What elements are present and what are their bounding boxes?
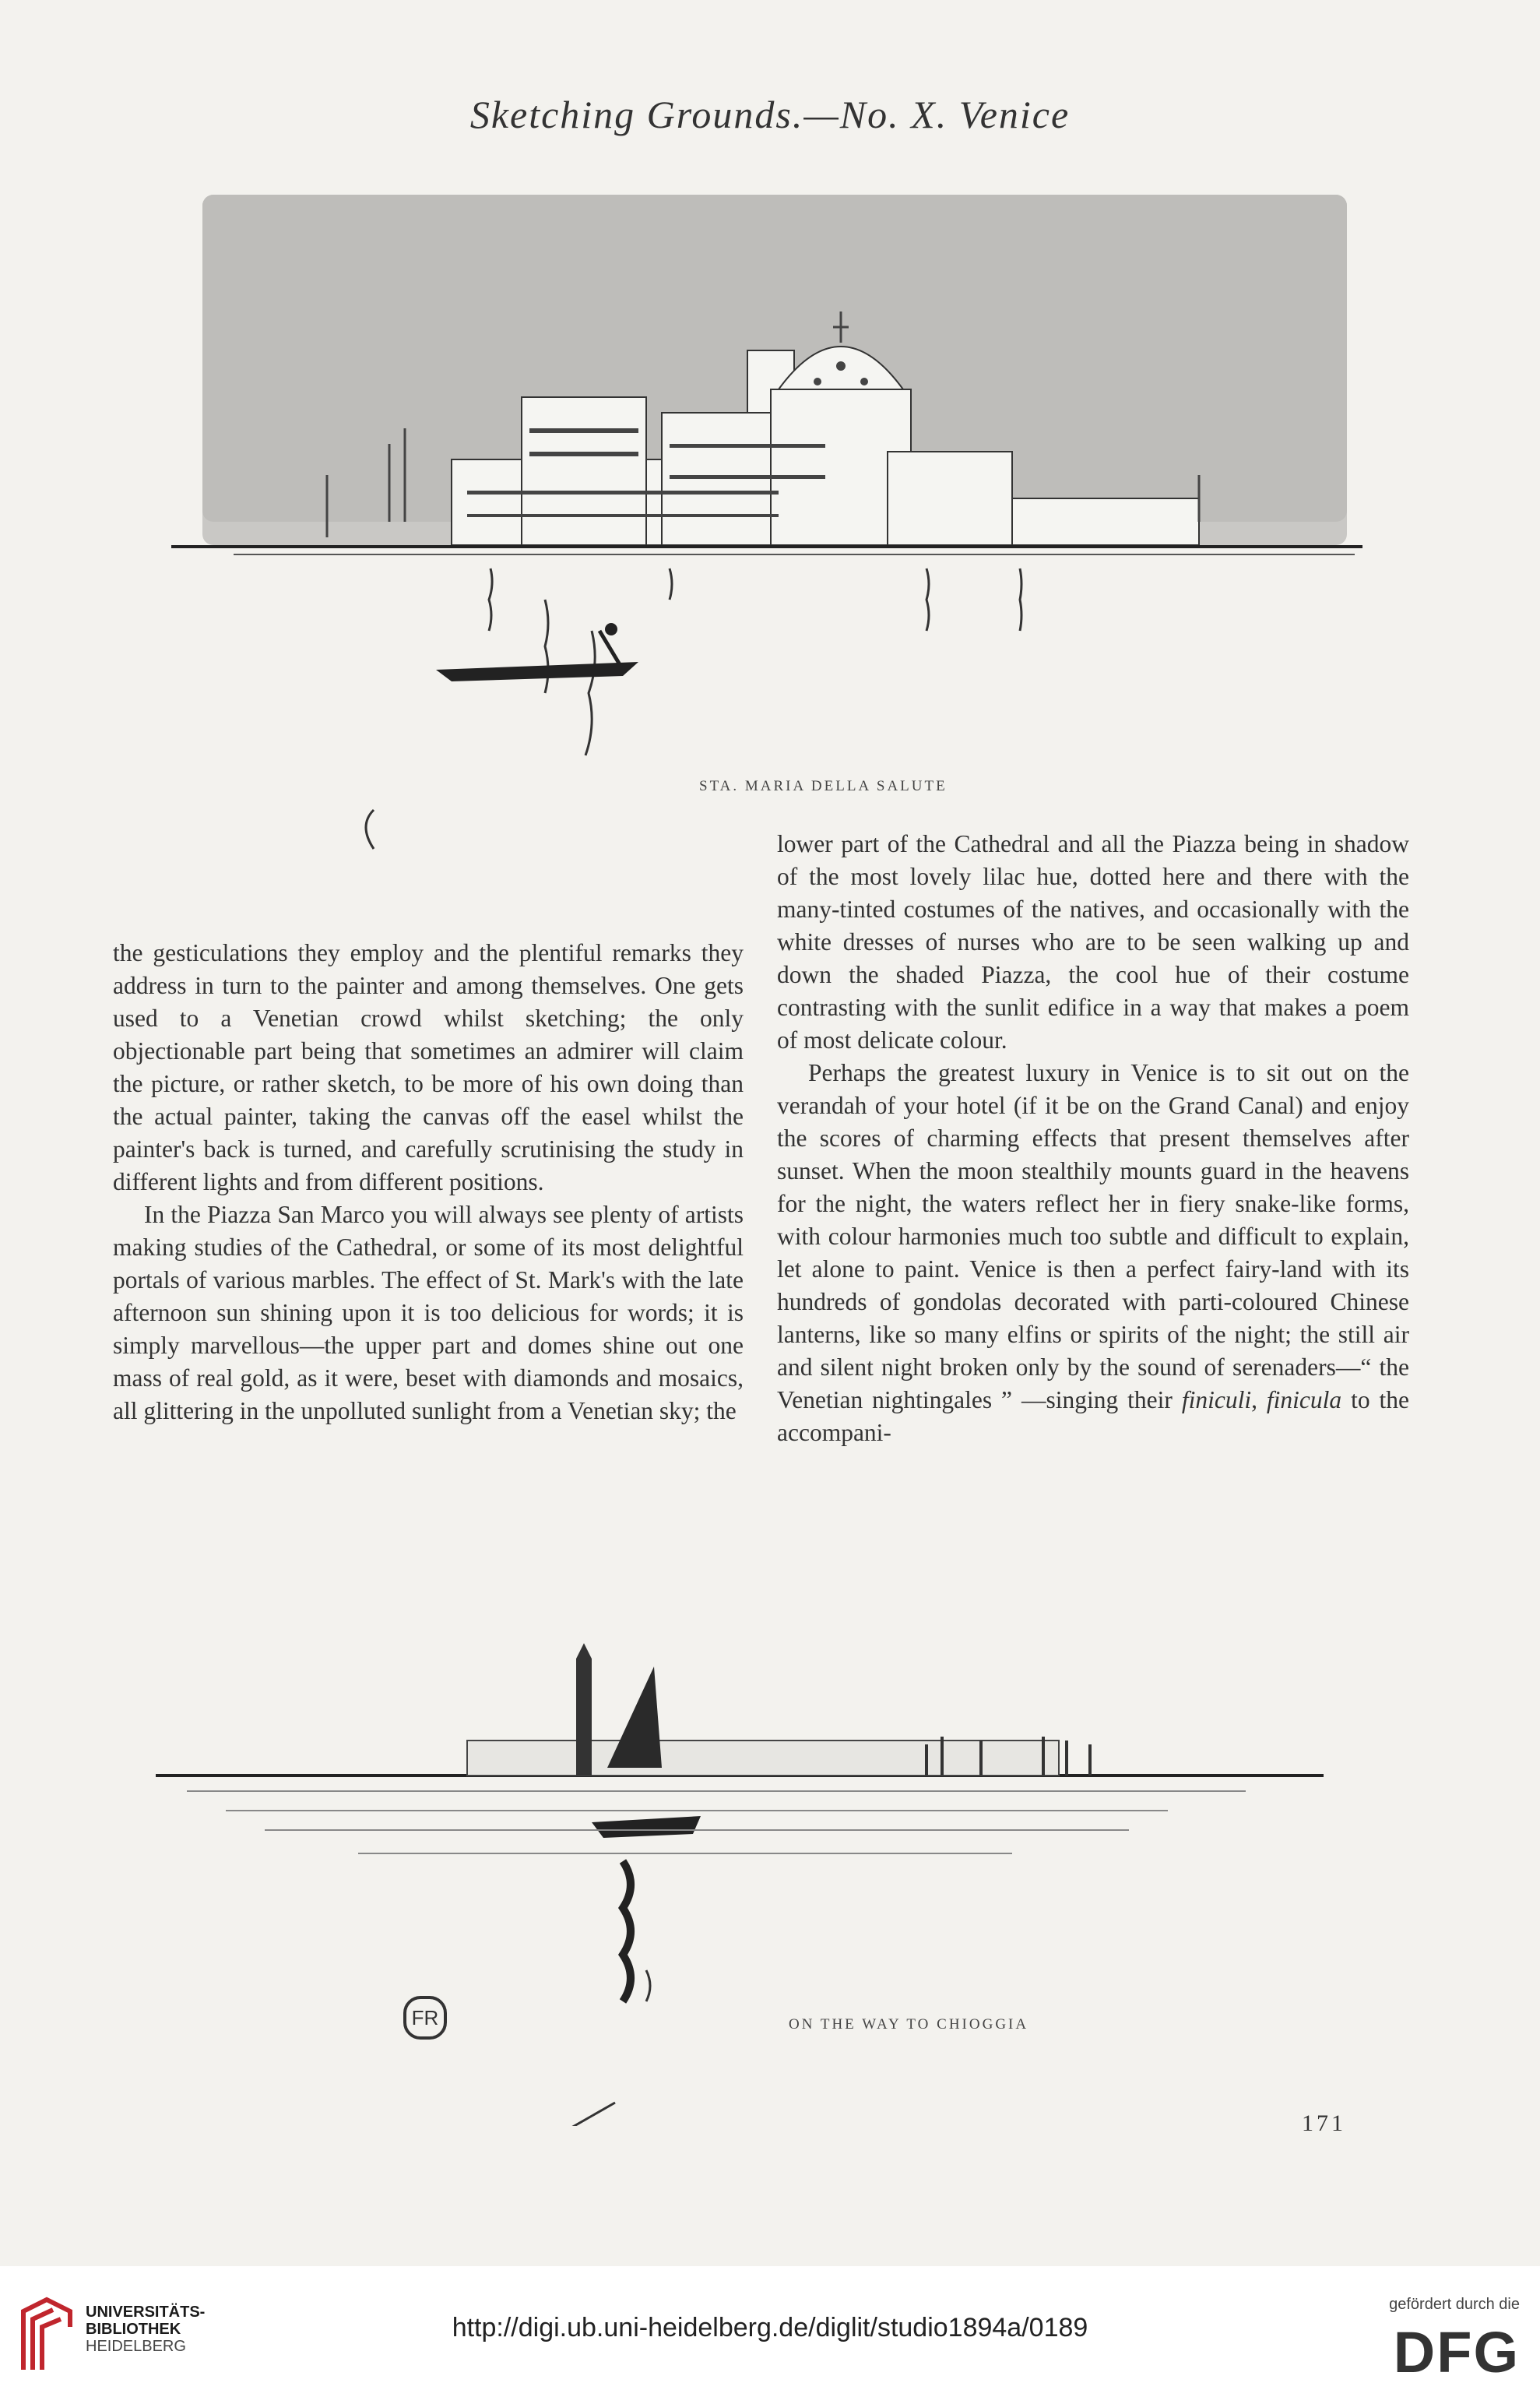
- illustration-chioggia: [156, 1643, 1370, 2126]
- digital-library-footer: [0, 2266, 1540, 2397]
- separator: ,: [1251, 1386, 1267, 1413]
- paragraph-text: to the accompani-: [777, 1386, 1409, 1446]
- library-name-line: HEIDELBERG: [86, 2338, 186, 2355]
- figure-caption-chioggia: ON THE WAY TO CHIOGGIA: [789, 2016, 1029, 2033]
- paragraph: lower part of the Cathedral and all the Piazza being in shadow of the most lovely lilac hue, dotted here and there with the many-tinted costumes of the natives, and occasionally with the white dresses of nurses who are to be seen walking up and down the shaded Piazza, the cool hue of their costume contrasting with the sunlit edifice in a way that makes a poem of most delicate colour.: [777, 830, 1409, 1054]
- italic-term: finiculi: [1181, 1386, 1252, 1413]
- artist-monogram: FR: [411, 2006, 439, 2029]
- sponsor-label: gefördert durch die: [1389, 2296, 1520, 2313]
- paragraph: [777, 1057, 1409, 1449]
- paragraph-text: Perhaps the greatest luxury in Venice is to sit out on the verandah of your hotel (if it be on the Grand Canal) and enjoy the scores of charming effects that present themselves after sunset. When the moon stealthily mounts guard in the heavens for the night, the waters reflect her in fiery snake-like forms, with colour harmonies much too subtle and difficult to explain, let alone to paint. Venice is then a perfect fairy-land with its hundreds of gondolas decorated with parti-coloured Chinese lanterns, like so many elfins or spirits of the night; the still air and silent night broken only by the sound of serenaders—“ the Venetian nightingales ” —singing their: [777, 1059, 1409, 1413]
- right-column: [777, 828, 1409, 1449]
- permalink-url[interactable]: http://digi.ub.uni-heidelberg.de/diglit/studio1894a/0189: [452, 2313, 1088, 2342]
- italic-term: finicula: [1266, 1386, 1342, 1413]
- running-head: Sketching Grounds.—No. X. Venice: [469, 93, 1071, 136]
- page-number: 171: [1302, 2110, 1346, 2136]
- figure-caption-salute: STA. MARIA DELLA SALUTE: [699, 778, 948, 794]
- paragraph: In the Piazza San Marco you will always see plenty of artists making studies of the Cathedral, or some of its most delightful portals of various marbles. The effect of St. Mark's with the late afternoon sun shining upon it is too delicious for words; it is simply marvellous—the upper part and domes shine out one mass of real gold, as it were, beset with diamonds and mosaics, all glittering in the unpolluted sunlight from a Venetian sky; the: [113, 1201, 744, 1424]
- paragraph: the gesticulations they employ and the plentiful remarks they address in turn to the painter and among themselves. One gets used to a Venetian crowd whilst sketching; the only objectionable part being that sometimes an admirer will claim the picture, or rather sketch, to be more of his own doing than the actual painter, taking the canvas off the easel whilst the painter's back is turned, and carefully scrutinising the study in different lights and from different positions.: [113, 939, 744, 1195]
- library-name-line: UNIVERSITÄTS-: [86, 2304, 206, 2321]
- left-column: [113, 937, 744, 1427]
- library-name-line: BIBLIOTHEK: [86, 2321, 181, 2338]
- dfg-logo: DFG: [1393, 2320, 1520, 2385]
